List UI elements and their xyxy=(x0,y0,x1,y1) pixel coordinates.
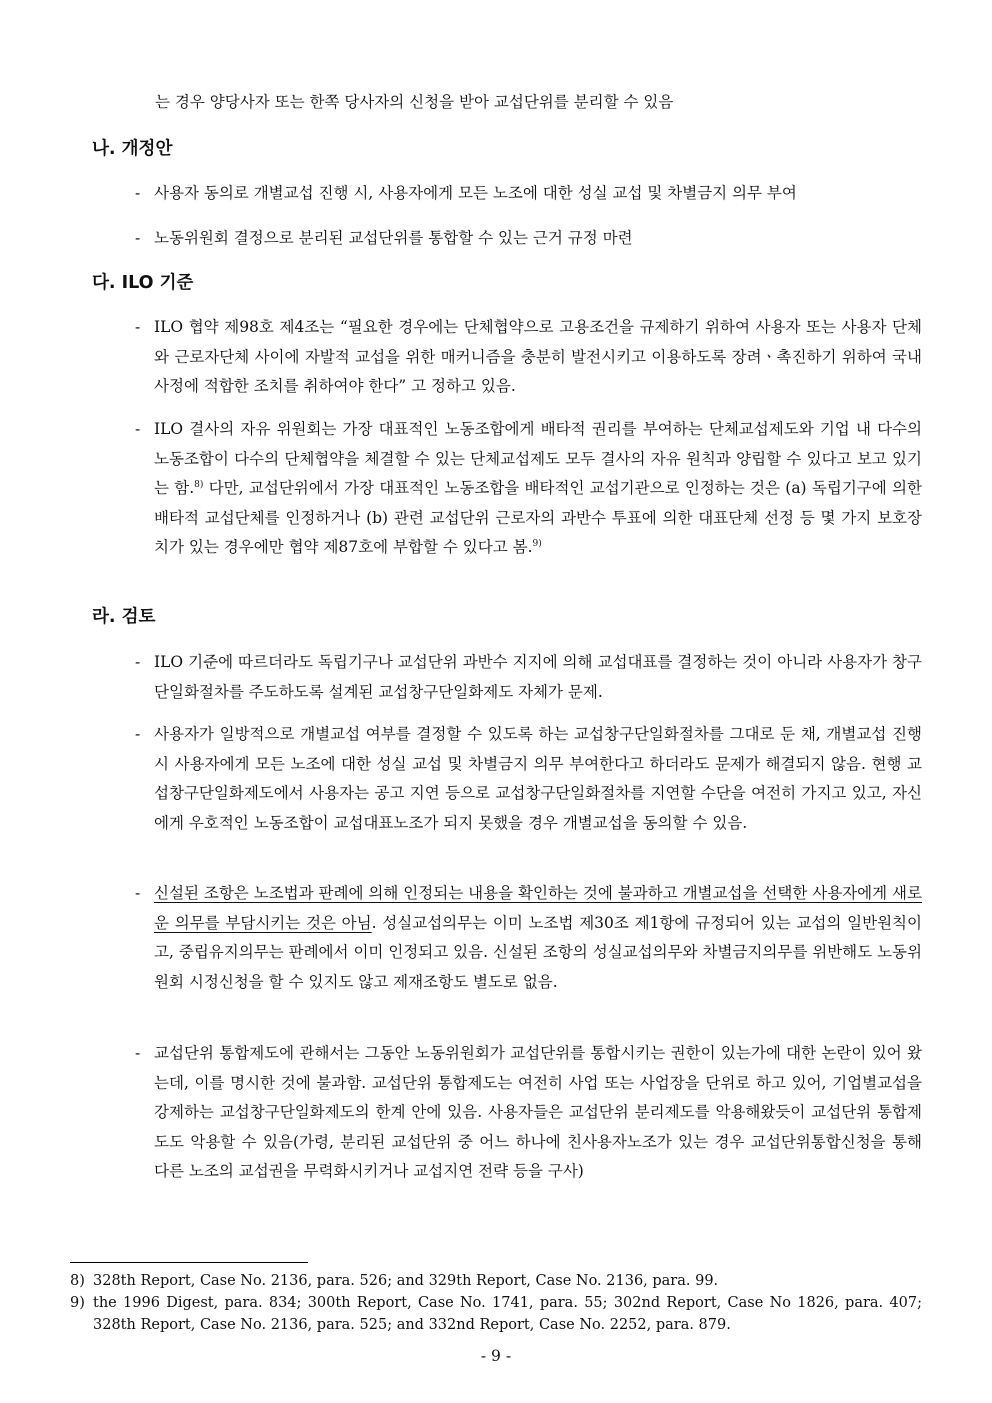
bullet-marker: - xyxy=(135,884,141,902)
bullet-marker: - xyxy=(135,420,141,438)
bullet-marker: - xyxy=(135,725,141,743)
footnote-ref-8: 8) xyxy=(194,479,204,490)
bullet-item xyxy=(135,879,922,997)
bullet-marker: - xyxy=(135,653,141,671)
bullet-item xyxy=(135,179,922,209)
bullet-marker: - xyxy=(135,1044,141,1062)
bullet-item xyxy=(135,1039,922,1187)
underlined-text: 신설된 조항은 노조법과 판례에 의해 인정되는 내용을 확인하는 것에 불과하고 개별교섭을 선택한 사용자에게 새로운 의무를 부담시키는 것은 아님 xyxy=(154,884,922,932)
footnote-text: the 1996 Digest, para. 834; 300th Report, Case No. 1741, para. 55; 302nd Report, Case No 1826, para. 407; 328th Report, Case No. 2136, para. 525; and 332nd Report, Case No. 2252, para. 879. xyxy=(93,1295,922,1333)
section-heading-review: 라. 검토 xyxy=(92,607,156,627)
bullet-text-part: 다만, 교섭단위에서 가장 대표적인 노동조합을 배타적인 교섭기관으로 인정하는 것은 (a) 독립기구에 의한 배타적 교섭단체를 인정하거나 (b) 관련 교섭단위 근로자의 과반수 투표에 의한 대표단체 선정 등 몇 가지 보호장치가 있는 경우에만 협약 제87호에 부합할 수 있다고 봄. xyxy=(154,479,922,556)
bullet-text: 교섭단위 통합제도에 관해서는 그동안 노동위원회가 교섭단위를 통합시키는 권한이 있는가에 대한 논란이 있어 왔는데, 이를 명시한 것에 불과함. 교섭단위 통합제도는 여전히 사업 또는 사업장을 단위로 하고 있어, 기업별교섭을 강제하는 교섭창구단일화제도의 한계 안에 있음. 사용자들은 교섭단위 분리제도를 악용해왔듯이 교섭단위 통합제도도 악용할 수 있음(가령, 분리된 교섭단위 중 어느 하나에 친사용자노조가 있는 경우 교섭단위통합신청을 통해 다른 노조의 교섭권을 무력화시키거나 교섭지연 전략 등을 구사) xyxy=(154,1044,922,1180)
footnote-divider xyxy=(70,1262,308,1263)
bullet-text: ILO 협약 제98호 제4조는 “필요한 경우에는 단체협약으로 고용조건을 규제하기 위하여 사용자 또는 사용자 단체와 근로자단체 사이에 자발적 교섭을 위한 매커니즘을 충분히 발전시키고 이용하도록 장려ㆍ촉진하기 위하여 국내사정에 적합한 조치를 취하여야 한다” 고 정하고 있음. xyxy=(154,318,922,395)
bullet-item xyxy=(135,415,922,563)
footnote-number: 8) xyxy=(70,1273,85,1289)
bullet-text xyxy=(154,415,922,563)
bullet-item xyxy=(135,648,922,707)
footnote-text: 328th Report, Case No. 2136, para. 526; and 329th Report, Case No. 2136, para. 99. xyxy=(93,1273,719,1289)
bullet-text-part: . 성실교섭의무는 이미 노조법 제30조 제1항에 규정되어 있는 교섭의 일반원칙이고, 중립유지의무는 판례에서 이미 인정되고 있음. 신설된 조항의 성실교섭의무와 차별금지의무를 위반해도 노동위원회 시정신청을 할 수 있지도 않고 제재조항도 별도로 없음. xyxy=(154,913,922,991)
footnotes xyxy=(70,1270,922,1336)
page-number: - 9 - xyxy=(480,1347,512,1365)
bullet-text: 노동위원회 결정으로 분리된 교섭단위를 통합할 수 있는 근거 규정 마련 xyxy=(154,229,633,247)
bullet-item xyxy=(135,720,922,838)
footnote-9 xyxy=(70,1292,922,1336)
bullet-text xyxy=(154,879,922,997)
carry-over-text: 는 경우 양당사자 또는 한쪽 당사자의 신청을 받아 교섭단위를 분리할 수 있음 xyxy=(155,93,674,111)
bullet-text-part: ILO 결사의 자유 위원회는 가장 대표적인 노동조합에게 배타적 권리를 부여하는 단체교섭제도와 기업 내 다수의 노동조합이 다수의 단체협약을 체결할 수 있는 단체교섭제도 모두 결사의 자유 원칙과 양립할 수 있다고 보고 있기는 함. xyxy=(154,420,922,497)
bullet-marker: - xyxy=(135,229,141,247)
bullet-text: 사용자 동의로 개별교섭 진행 시, 사용자에게 모든 노조에 대한 성실 교섭 및 차별금지 의무 부여 xyxy=(154,184,797,202)
bullet-item xyxy=(135,313,922,402)
footnote-8 xyxy=(70,1270,922,1292)
section-heading-ilo-standard: 다. ILO 기준 xyxy=(92,273,194,293)
bullet-text: 사용자가 일방적으로 개별교섭 여부를 결정할 수 있도록 하는 교섭창구단일화절차를 그대로 둔 채, 개별교섭 진행 시 사용자에게 모든 노조에 대한 성실 교섭 및 차별금지 의무 부여한다고 하더라도 문제가 해결되지 않음. 현행 교섭창구단일화제도에서 사용자는 공고 지연 등으로 교섭창구단일화절차를 지연할 수단을 여전히 가지고 있고, 자신에게 우호적인 노동조합이 교섭대표노조가 되지 못했을 경우 개별교섭을 동의할 수 있음. xyxy=(154,725,922,832)
bullet-marker: - xyxy=(135,184,141,202)
bullet-text: ILO 기준에 따르더라도 독립기구나 교섭단위 과반수 지지에 의해 교섭대표를 결정하는 것이 아니라 사용자가 창구단일화절차를 주도하도록 설계된 교섭창구단일화제도 자체가 문제. xyxy=(154,653,922,701)
bullet-item xyxy=(135,224,922,254)
footnote-number: 9) xyxy=(70,1295,85,1311)
bullet-marker: - xyxy=(135,318,141,336)
footnote-ref-9: 9) xyxy=(532,538,542,549)
section-heading-amendment: 나. 개정안 xyxy=(92,139,173,159)
